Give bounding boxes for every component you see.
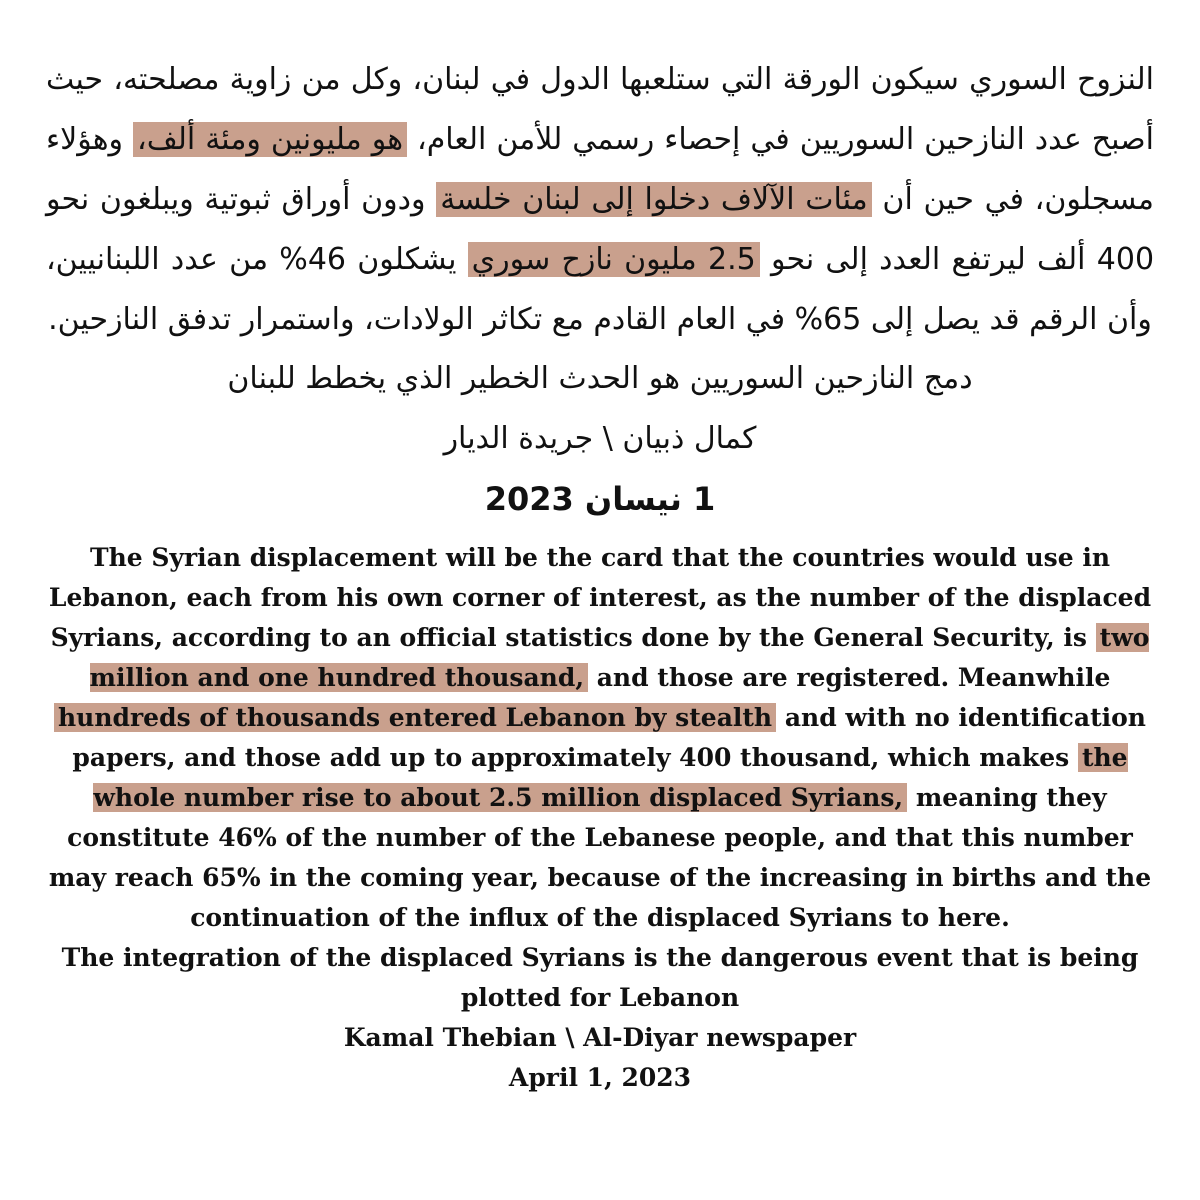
english-highlight-3: the whole number rise to about 2.5 million displaced Syrians, — [93, 743, 1128, 812]
arabic-text-part-3: ودون أوراق ثبوتية ويبلغون نحو 400 ألف ليرتفع العدد إلى نحو — [46, 182, 1155, 277]
arabic-author-line: كمال ذبيان \ جريدة الديار — [443, 421, 757, 456]
english-highlight-2: hundreds of thousands entered Lebanon by stealth — [54, 703, 776, 732]
arabic-highlight-2: مئات الآلاف دخلوا إلى لبنان خلسة — [436, 182, 872, 217]
english-article-title: The integration of the displaced Syrians is the dangerous event that is being plotted for Lebanon — [61, 943, 1139, 1012]
english-text-part-2: and those are registered. Meanwhile — [588, 663, 1111, 692]
english-text-part-3: and with no identification papers, and those add up to approximately 400 thousand, which makes — [72, 703, 1146, 772]
english-date: April 1, 2023 — [508, 1063, 692, 1092]
arabic-text-part-2: وهؤلاء مسجلون، في حين أن — [46, 122, 1155, 217]
arabic-highlight-3: 2.5 مليون نازح سوري — [468, 242, 760, 277]
english-body-paragraph — [36, 538, 1164, 938]
english-text-part-4: meaning they constitute 46% of the number of the Lebanese people, and that this number may reach 65% in the coming year, because of the increasing in births and the continuation of the influx of the displaced Syrians to here. — [48, 783, 1152, 932]
arabic-text-part-1: النزوح السوري سيكون الورقة التي ستلعبها الدول في لبنان، وكل من زاوية مصلحته، حيث أصبح عدد النازحين السوريين في إحصاء رسمي للأمن العام، — [46, 62, 1154, 157]
arabic-date: 1 نيسان 2023 — [484, 480, 716, 518]
english-text-part-1: The Syrian displacement will be the card that the countries would use in Lebanon, each from his own corner of interest, as the number of the displaced Syrians, according to an official statistics done by the General Security, is — [48, 543, 1152, 652]
arabic-body-paragraph — [36, 40, 1164, 350]
arabic-article-title: دمج النازحين السوريين هو الحدث الخطير الذي يخطط للبنان — [227, 361, 973, 396]
english-highlight-1: two million and one hundred thousand, — [89, 623, 1150, 692]
arabic-highlight-1: هو مليونين ومئة ألف، — [133, 122, 407, 157]
arabic-text-part-4: يشكلون 46% من عدد اللبنانيين، وأن الرقم قد يصل إلى 65% في العام القادم مع تكاثر الولادات، واستمرار تدفق النازحين. — [46, 242, 1152, 337]
english-author-line: Kamal Thebian \ Al-Diyar newspaper — [343, 1023, 857, 1052]
